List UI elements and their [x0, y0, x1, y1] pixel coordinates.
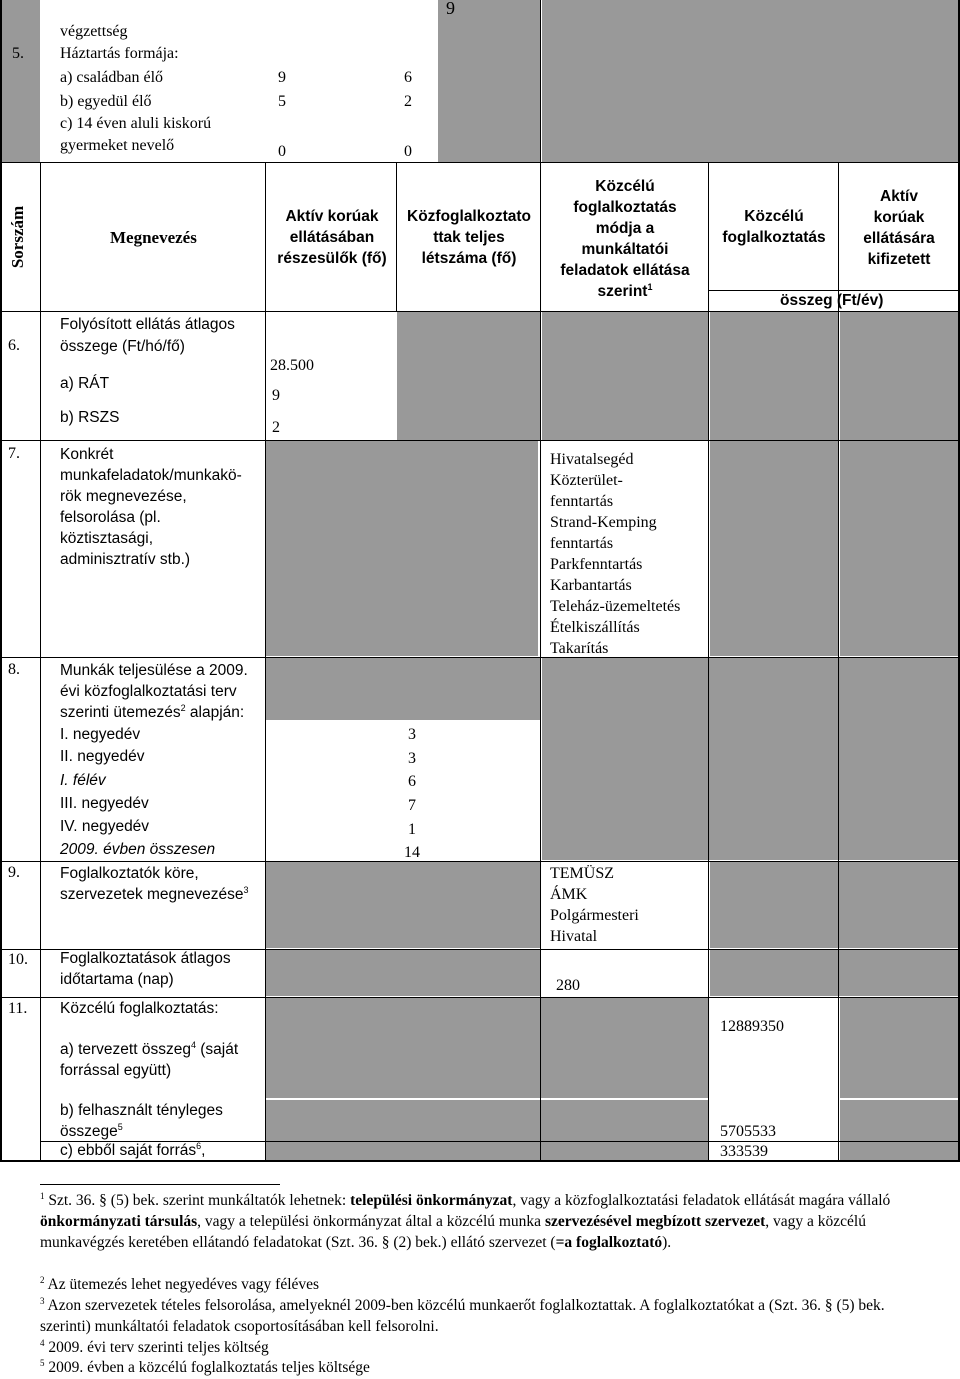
row9-number: 9. — [8, 864, 20, 881]
header-sorszam: Sorszám — [8, 205, 27, 269]
row5-a-value-1: 9 — [278, 69, 286, 86]
task-item: Teleház-üzemeltetés — [550, 598, 681, 615]
row11-b-label: b) felhasznált tényleges összege$^5$ — [60, 1102, 223, 1140]
header-megnevezes: Megnevezés — [110, 228, 197, 247]
period-value: 1 — [408, 821, 416, 838]
table-border — [0, 0, 2, 1162]
row11-b-value: 5705533 — [720, 1123, 776, 1140]
row5-a-label: a) családban élő — [60, 69, 164, 86]
period-value: 3 — [408, 750, 416, 767]
table-border — [0, 440, 960, 441]
period-label: IV. negyedév — [60, 818, 150, 835]
row-vegzettseg-label: végzettség — [60, 23, 128, 40]
employer-item: Polgármesteri — [550, 907, 639, 924]
row9-label: Foglalkoztatók köre, szervezetek megnevezése$^3$ — [60, 865, 249, 903]
period-label: I. félév — [60, 772, 106, 789]
row9-employer-list — [550, 863, 639, 947]
shaded-cell — [438, 0, 540, 162]
row5-number: 5. — [12, 45, 24, 62]
row5-b-label: b) egyedül élő — [60, 93, 152, 110]
shaded-cell — [266, 1100, 708, 1160]
row5-c-value-1: 0 — [278, 143, 286, 160]
shaded-cell — [710, 440, 838, 656]
task-item: fenntartás — [550, 535, 614, 552]
row5-a-value-2: 6 — [404, 69, 412, 86]
table-border — [540, 0, 541, 1160]
row5-c-label-line2: gyermeket nevelő — [60, 137, 175, 154]
period-label: II. negyedév — [60, 748, 145, 765]
row11-a-value: 12889350 — [720, 1018, 784, 1035]
row11-number: 11. — [8, 1000, 28, 1017]
task-item: Közterület- — [550, 472, 623, 489]
row6-b-label: b) RSZS — [60, 409, 120, 426]
shaded-cell — [840, 1100, 960, 1160]
row7-task-list — [550, 449, 680, 659]
row6-number: 6. — [8, 337, 20, 354]
period-label: III. negyedév — [60, 795, 149, 812]
row5-c-label-line1: c) 14 éven aluli kiskorú — [60, 115, 212, 132]
header-kozcelu-modja: Közcélú foglalkoztatás módja a munkáltatói feladatok ellátása szerint$^1$ — [560, 178, 690, 300]
row5-title: Háztartás formája: — [60, 45, 179, 62]
row6-a-value: 9 — [272, 387, 280, 404]
row11-c-value: 333539 — [720, 1143, 768, 1160]
period-value: 3 — [408, 726, 416, 743]
shaded-cell — [266, 950, 540, 996]
table-border — [0, 311, 960, 312]
employer-item: Hivatal — [550, 928, 598, 945]
table-border — [838, 162, 839, 1160]
footnote-4: $^4$ 2009. évi terv szerinti teljes költség — [40, 1337, 269, 1356]
task-item: Takarítás — [550, 640, 609, 657]
row7-label: Konkrét munkafeladatok/munkakö- rök megnevezése, felsorolása (pl. köztisztasági, adminisztratív stb.) — [60, 446, 242, 568]
shaded-cell — [397, 312, 540, 440]
shaded-cell — [840, 440, 960, 656]
shaded-cell — [542, 312, 708, 440]
footnote-3: $^3$ Azon szervezetek tételes felsorolása, amelyeknél 2009-ben közcélú munkaerőt foglalkoztattak. A foglalkoztatókat a (Szt. 36. § (5) bek. szerinti) munkáltatói feladatok csoportosításában kell felsorolni. — [40, 1295, 885, 1335]
row11-a-label: a) tervezett összeg$^4$ (saját forrással együtt) — [60, 1039, 239, 1079]
task-item: Ételkiszállítás — [550, 619, 640, 636]
shaded-cell — [542, 0, 960, 162]
shaded-cell — [0, 0, 40, 162]
task-item: Hivatalsegéd — [550, 451, 634, 468]
header-kozcelu: Közcélú foglalkoztatás — [722, 208, 826, 246]
row8-label: Munkák teljesülése a 2009. évi közfoglalkoztatási terv szerinti ütemezés$^2$ alapján: — [60, 662, 248, 721]
table-border — [0, 861, 960, 862]
row10-number: 10. — [8, 951, 28, 968]
row7-number: 7. — [8, 445, 20, 462]
header-aktiv-kifizetett: Aktív korúak ellátására kifizetett — [863, 188, 935, 268]
table-border — [0, 657, 960, 658]
shaded-cell — [542, 658, 960, 720]
task-item: fenntartás — [550, 493, 614, 510]
shaded-cell — [710, 950, 960, 996]
row5-b-value-1: 5 — [278, 93, 286, 110]
period-label: 2009. évben összesen — [60, 841, 216, 858]
footnote-separator — [40, 1184, 280, 1185]
header-kozfoglalkoztatottak: Közfoglalkoztato ttak teljes létszáma (fő) — [407, 208, 531, 267]
row5-b-value-2: 2 — [404, 93, 412, 110]
shaded-cell — [840, 312, 960, 440]
period-value: 7 — [408, 797, 416, 814]
row10-label: Foglalkoztatások átlagos időtartama (nap) — [60, 950, 231, 988]
row6-b-value: 2 — [272, 419, 280, 436]
table-border — [0, 162, 960, 163]
employer-item: TEMÜSZ — [550, 865, 614, 882]
footnote-2: $^2$ Az ütemezés lehet negyedéves vagy féléves — [40, 1274, 320, 1293]
shaded-cell — [710, 862, 960, 948]
row11-title: Közcélú foglalkoztatás: — [60, 1000, 219, 1017]
row11-c-label: c) ebből saját forrás$^6$, — [60, 1140, 206, 1159]
shaded-cell — [266, 998, 708, 1098]
shaded-cell — [542, 720, 960, 860]
row6-label: Folyósított ellátás átlagos összege (Ft/hó/fő) — [60, 316, 235, 355]
period-label: I. negyedév — [60, 726, 141, 743]
table-border — [265, 162, 266, 1160]
header-aktiv: Aktív korúak ellátásában részesülők (fő) — [277, 208, 387, 267]
row6-value: 28.500 — [270, 357, 314, 374]
table-border — [708, 162, 709, 1160]
footnote-5: $^5$ 2009. évben a közcélú foglalkoztatás teljes költsége — [40, 1357, 370, 1376]
shaded-cell — [266, 658, 540, 720]
shaded-cell — [840, 998, 960, 1098]
shaded-cell — [266, 862, 540, 948]
employer-item: ÁMK — [550, 886, 588, 903]
table-border — [0, 997, 960, 998]
period-value: 14 — [404, 844, 420, 861]
row8-number: 8. — [8, 661, 20, 678]
task-item: Strand-Kemping — [550, 514, 657, 531]
task-item: Karbantartás — [550, 577, 632, 594]
task-item: Parkfenntartás — [550, 556, 643, 573]
table-border — [396, 162, 397, 312]
table-border — [40, 162, 41, 1160]
header-osszeg: összeg (Ft/év) — [780, 292, 884, 309]
page-number: 9 — [446, 0, 455, 18]
shaded-cell — [710, 312, 838, 440]
period-value: 6 — [408, 773, 416, 790]
row5-c-value-2: 0 — [404, 143, 412, 160]
row6-a-label: a) RÁT — [60, 375, 110, 392]
row10-value: 280 — [556, 977, 580, 994]
shaded-cell — [266, 440, 538, 656]
footnote-1: $^1$ Szt. 36. § (5) bek. szerint munkáltatók lehetnek: települési önkormányzat, vagy a közfoglalkoztatási feladatok ellátását magára vállaló önkormányzati társulás, vagy a települési önkormányzat által a közcélú munka szervezésével megbízott szervezet, vagy a közcélú munkavégzés keretében ellátandó feladatokat (Szt. 36. § (2) bek.) ellátó szervezet (=a foglalkoztató). — [40, 1190, 891, 1251]
